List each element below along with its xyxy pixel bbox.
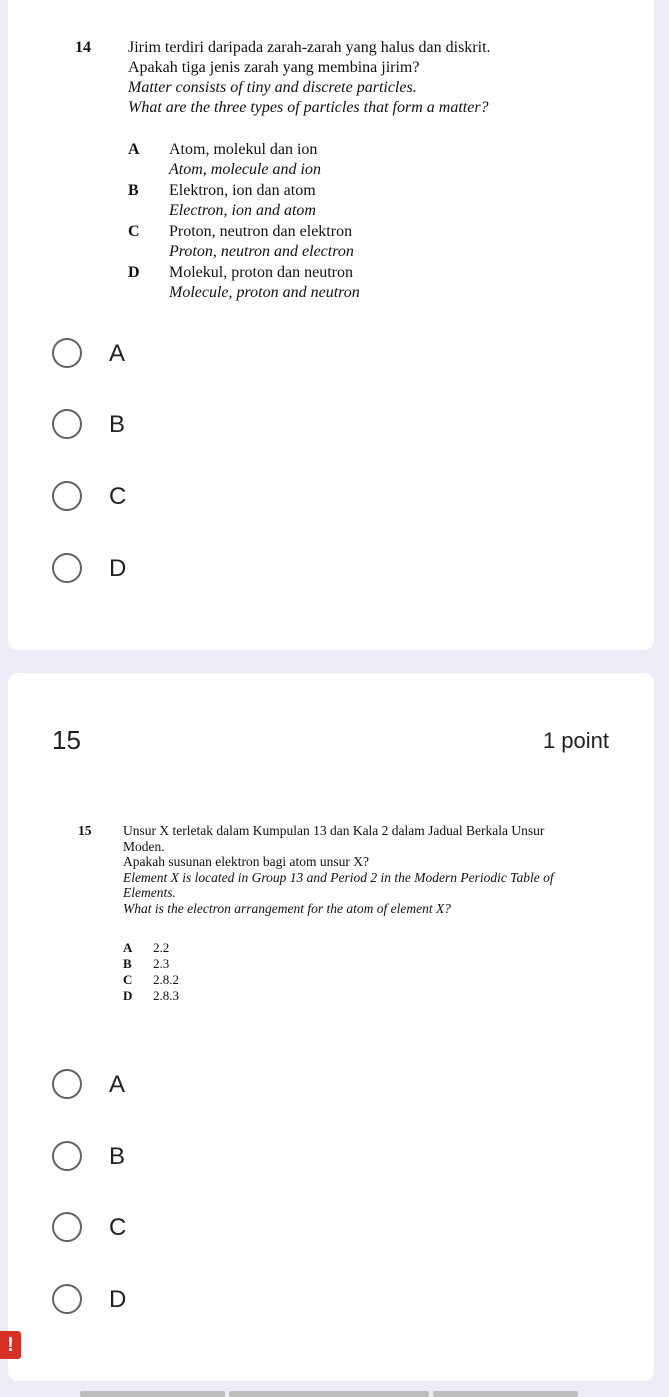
progress-segment	[433, 1391, 578, 1397]
option-letter: B	[128, 182, 139, 199]
option-letter: D	[128, 264, 140, 281]
bottom-progress-bar	[80, 1391, 580, 1397]
choice-label: A	[109, 340, 126, 367]
radio-button[interactable]	[52, 1212, 82, 1242]
option-letter: B	[123, 956, 132, 971]
option-letter: D	[123, 988, 133, 1003]
question-number: 15	[52, 725, 81, 755]
option-letter: C	[128, 223, 140, 240]
radio-button[interactable]	[52, 1284, 82, 1314]
stem-line-ms: Moden.	[123, 838, 165, 854]
option-value: 2.8.3	[153, 988, 179, 1003]
option-text-ms: Molekul, proton dan neutron	[169, 264, 353, 281]
q15-choice-d[interactable]	[52, 1284, 352, 1320]
choice-label: D	[109, 1286, 127, 1313]
q15-choice-a[interactable]	[52, 1069, 352, 1105]
exclamation-icon: !	[0, 1331, 21, 1359]
option-text-en: Molecule, proton and neutron	[169, 284, 360, 301]
radio-button[interactable]	[52, 338, 82, 368]
radio-button[interactable]	[52, 1141, 82, 1171]
stem-line-ms: Apakah tiga jenis zarah yang membina jirim?	[128, 59, 420, 76]
q14-choice-d[interactable]	[52, 553, 352, 589]
progress-segment	[80, 1391, 225, 1397]
q14-choice-a[interactable]	[52, 338, 352, 374]
option-value: 2.8.2	[153, 972, 179, 987]
choice-label: A	[109, 1071, 126, 1098]
question-stem	[123, 823, 593, 916]
radio-button[interactable]	[52, 409, 82, 439]
q15-choice-b[interactable]	[52, 1141, 352, 1177]
stem-line-en: Element X is located in Group 13 and Period 2 in the Modern Periodic Table of	[123, 869, 554, 885]
question-card-15	[8, 673, 654, 1381]
stem-line-en: What is the electron arrangement for the atom of element X?	[123, 900, 451, 916]
question-image-number: 14	[75, 39, 91, 56]
question-stem	[128, 38, 628, 118]
stem-line-ms: Apakah susunan elektron bagi atom unsur X?	[123, 854, 369, 869]
option-letter: A	[123, 940, 133, 955]
q14-choice-c[interactable]	[52, 481, 352, 517]
stem-line-en: What are the three types of particles that form a matter?	[128, 99, 489, 116]
option-text-en: Electron, ion and atom	[169, 202, 316, 219]
q14-choice-b[interactable]	[52, 409, 352, 445]
radio-button[interactable]	[52, 1069, 82, 1099]
option-text-ms: Proton, neutron dan elektron	[169, 223, 353, 240]
option-text-ms: Elektron, ion dan atom	[169, 182, 316, 199]
choice-label: C	[109, 1214, 127, 1241]
question-points: 1 point	[542, 728, 609, 753]
option-letter: A	[128, 141, 140, 158]
stem-line-ms: Jirim terdiri daripada zarah-zarah yang halus dan diskrit.	[128, 39, 491, 56]
stem-line-en: Elements.	[123, 885, 176, 900]
radio-button[interactable]	[52, 481, 82, 511]
stem-line-ms: Unsur X terletak dalam Kumpulan 13 dan Kala 2 dalam Jadual Berkala Unsur	[123, 823, 545, 838]
choice-label: C	[109, 483, 127, 510]
radio-button[interactable]	[52, 553, 82, 583]
option-value: 2.3	[153, 956, 170, 971]
option-text-en: Atom, molecule and ion	[169, 161, 321, 178]
option-value: 2.2	[153, 940, 170, 955]
choice-label: B	[109, 1143, 126, 1170]
option-text-en: Proton, neutron and electron	[169, 243, 354, 260]
q15-choice-c[interactable]	[52, 1212, 352, 1248]
progress-segment	[229, 1391, 429, 1397]
choice-label: D	[109, 555, 127, 582]
option-letter: C	[123, 972, 133, 987]
option-text-ms: Atom, molekul dan ion	[169, 141, 318, 158]
question-image-number: 15	[78, 823, 92, 838]
stem-line-en: Matter consists of tiny and discrete particles.	[128, 79, 417, 96]
choice-label: B	[109, 411, 126, 438]
